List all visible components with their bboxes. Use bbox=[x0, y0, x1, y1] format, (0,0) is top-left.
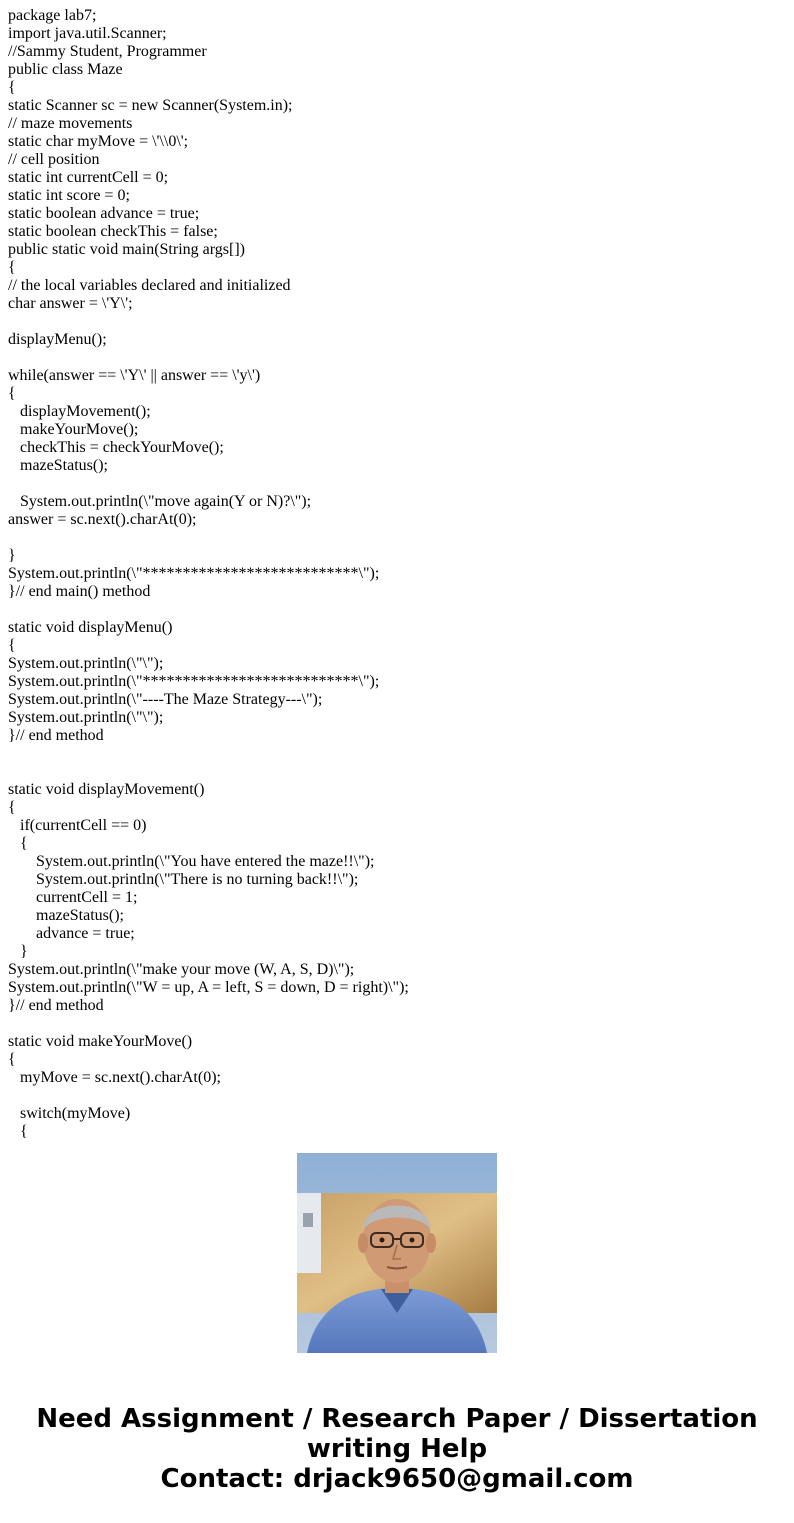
code-line: System.out.println(\"***************************\"); bbox=[8, 565, 380, 582]
code-line: System.out.println(\"----The Maze Strategy---\"); bbox=[8, 691, 323, 708]
code-line: mazeStatus(); bbox=[8, 907, 124, 924]
code-line: while(answer == \'Y\' || answer == \'y\') bbox=[8, 367, 261, 384]
code-line: package lab7; bbox=[8, 7, 97, 24]
code-line: if(currentCell == 0) bbox=[8, 817, 147, 834]
code-line: { bbox=[8, 385, 16, 402]
code-line: switch(myMove) bbox=[8, 1105, 131, 1122]
code-line: System.out.println(\"***************************\"); bbox=[8, 673, 380, 690]
code-line: //Sammy Student, Programmer bbox=[8, 43, 207, 60]
code-line: { bbox=[8, 1051, 16, 1068]
code-line: // maze movements bbox=[8, 115, 133, 132]
code-line: System.out.println(\"There is no turning back!!\"); bbox=[8, 871, 359, 888]
code-line: myMove = sc.next().charAt(0); bbox=[8, 1069, 221, 1086]
code-line bbox=[8, 475, 788, 493]
code-line bbox=[8, 349, 788, 367]
code-line: answer = sc.next().charAt(0); bbox=[8, 511, 197, 528]
banner-line-3: Contact: drjack9650@gmail.com bbox=[160, 1464, 634, 1494]
code-line: public class Maze bbox=[8, 61, 123, 78]
code-line: checkThis = checkYourMove(); bbox=[8, 439, 224, 456]
code-line: static int score = 0; bbox=[8, 187, 130, 204]
code-line: displayMovement(); bbox=[8, 403, 151, 420]
code-line: makeYourMove(); bbox=[8, 421, 139, 438]
banner-line-1: Need Assignment / Research Paper / Dissertation bbox=[36, 1404, 758, 1434]
code-line: { bbox=[8, 637, 16, 654]
code-line: // the local variables declared and initialized bbox=[8, 277, 291, 294]
code-line bbox=[8, 313, 788, 331]
code-line: System.out.println(\"make your move (W, A, S, D)\"); bbox=[8, 961, 355, 978]
code-line: System.out.println(\"move again(Y or N)?\"); bbox=[8, 493, 312, 510]
code-line: static boolean advance = true; bbox=[8, 205, 200, 222]
code-line: static void displayMovement() bbox=[8, 781, 205, 798]
code-line: advance = true; bbox=[8, 925, 135, 942]
code-line: }// end method bbox=[8, 997, 104, 1014]
code-line: static Scanner sc = new Scanner(System.in); bbox=[8, 97, 293, 114]
code-line: } bbox=[8, 943, 28, 960]
code-line: static void displayMenu() bbox=[8, 619, 173, 636]
code-line: import java.util.Scanner; bbox=[8, 25, 167, 42]
code-line: displayMenu(); bbox=[8, 331, 107, 348]
code-line: static char myMove = \'\\0\'; bbox=[8, 133, 189, 150]
code-line: mazeStatus(); bbox=[8, 457, 108, 474]
code-line bbox=[8, 745, 788, 763]
code-line: currentCell = 1; bbox=[8, 889, 138, 906]
code-line bbox=[8, 529, 788, 547]
code-line: // cell position bbox=[8, 151, 100, 168]
code-line: static int currentCell = 0; bbox=[8, 169, 169, 186]
code-line bbox=[8, 763, 788, 781]
code-line: }// end method bbox=[8, 727, 104, 744]
code-line: { bbox=[8, 799, 16, 816]
code-line: static boolean checkThis = false; bbox=[8, 223, 218, 240]
code-line: }// end main() method bbox=[8, 583, 151, 600]
code-line bbox=[8, 1087, 788, 1105]
person-portrait-icon bbox=[297, 1153, 497, 1353]
code-line bbox=[8, 601, 788, 619]
code-line: System.out.println(\"\"); bbox=[8, 655, 164, 672]
code-line: public static void main(String args[]) bbox=[8, 241, 245, 258]
avatar bbox=[297, 1153, 497, 1353]
code-line: { bbox=[8, 1123, 28, 1140]
banner-line-2: writing Help bbox=[306, 1434, 488, 1464]
code-line: System.out.println(\"W = up, A = left, S = down, D = right)\"); bbox=[8, 979, 409, 996]
code-line: System.out.println(\"\"); bbox=[8, 709, 164, 726]
code-line: } bbox=[8, 547, 16, 564]
code-line: System.out.println(\"You have entered the maze!!\"); bbox=[8, 853, 375, 870]
code-line bbox=[8, 1015, 788, 1033]
code-line: { bbox=[8, 835, 28, 852]
code-line: static void makeYourMove() bbox=[8, 1033, 193, 1050]
code-line: { bbox=[8, 79, 16, 96]
code-line: char answer = \'Y\'; bbox=[8, 295, 133, 312]
code-listing bbox=[8, 7, 788, 1140]
code-line: { bbox=[8, 259, 16, 276]
contact-banner bbox=[0, 1404, 794, 1494]
